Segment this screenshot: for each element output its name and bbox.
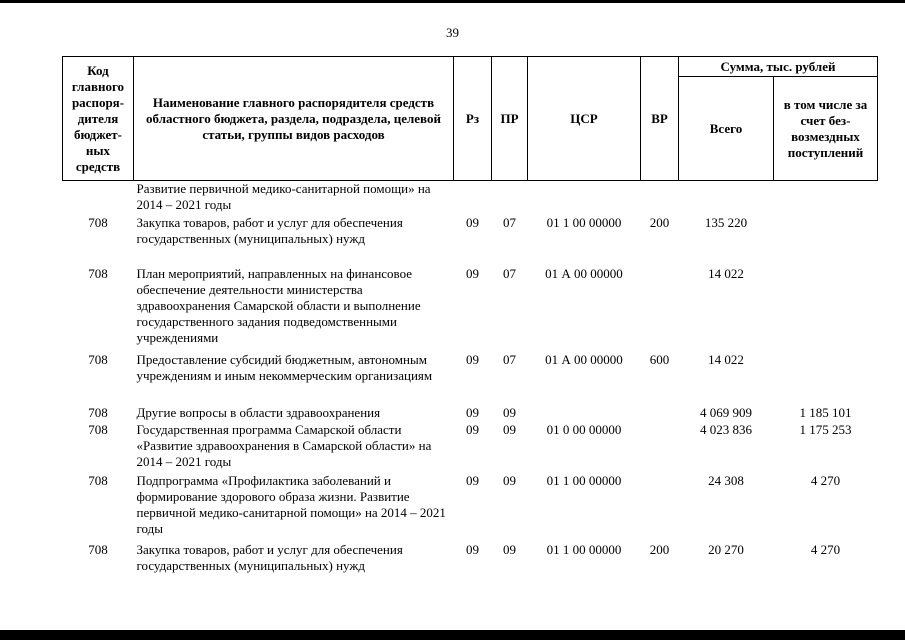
cell-csr: 01 0 00 00000 bbox=[546, 421, 622, 437]
cell-total: 14 022 bbox=[708, 351, 744, 367]
cell-gratuitous bbox=[774, 215, 878, 266]
cell-vr bbox=[641, 405, 679, 422]
cell-csr: 01 1 00 00000 bbox=[546, 214, 622, 230]
header-code: Код главного распоря-дителя бюджет-ных средств bbox=[63, 57, 134, 181]
cell-gratuitous: 4 270 bbox=[810, 541, 841, 557]
table-row bbox=[63, 215, 878, 266]
cell-vr bbox=[641, 422, 679, 473]
table-row bbox=[63, 542, 878, 593]
cell-name: Другие вопросы в области здравоохранения bbox=[136, 404, 381, 420]
cell-pr: 09 bbox=[503, 404, 516, 420]
cell-code: 708 bbox=[88, 265, 108, 281]
cell-code: 708 bbox=[88, 541, 108, 557]
cell-csr: 01 1 00 00000 bbox=[546, 472, 622, 488]
cell-vr bbox=[641, 266, 679, 352]
table-row bbox=[63, 352, 878, 405]
cell-total: 4 023 836 bbox=[700, 421, 752, 437]
cell-vr: 200 bbox=[649, 214, 670, 230]
cell-pr: 09 bbox=[503, 472, 516, 488]
header-sum-group: Сумма, тыс. рублей bbox=[679, 57, 878, 77]
page-number: 39 bbox=[446, 25, 459, 40]
cell-pr: 09 bbox=[503, 541, 516, 557]
cell-total: 20 270 bbox=[708, 541, 744, 557]
cell-rz bbox=[454, 181, 492, 215]
cell-total: 135 220 bbox=[704, 214, 748, 230]
table-row bbox=[63, 473, 878, 542]
cell-rz: 09 bbox=[466, 541, 479, 557]
budget-table bbox=[62, 56, 878, 593]
scan-bottom-edge bbox=[0, 630, 905, 640]
cell-code: 708 bbox=[88, 472, 108, 488]
cell-rz: 09 bbox=[466, 404, 479, 420]
cell-name: Закупка товаров, работ и услуг для обеспечения государственных (муниципальных) нужд bbox=[136, 214, 403, 246]
cell-csr: 01 1 00 00000 bbox=[546, 541, 622, 557]
cell-csr bbox=[528, 405, 641, 422]
header-total: Всего bbox=[679, 77, 774, 181]
cell-gratuitous bbox=[774, 266, 878, 352]
cell-code: 708 bbox=[88, 214, 108, 230]
cell-gratuitous: 1 175 253 bbox=[799, 421, 852, 437]
header-name: Наименование главного распорядителя средств областного бюджета, раздела, подраздела, целевой статьи, группы видов расходов bbox=[134, 57, 454, 181]
cell-total: 24 308 bbox=[708, 472, 744, 488]
cell-vr: 600 bbox=[649, 351, 670, 367]
cell-name: План мероприятий, направленных на финансовое обеспечение деятельности министерства здравоохранения Самарской области и выполнение государственного задания подведомственными учреждениями bbox=[136, 265, 421, 345]
cell-pr: 07 bbox=[503, 214, 516, 230]
cell-name: Закупка товаров, работ и услуг для обеспечения государственных (муниципальных) нужд bbox=[136, 541, 403, 573]
header-csr: ЦСР bbox=[528, 57, 641, 181]
cell-code bbox=[63, 181, 134, 215]
cell-name: Предоставление субсидий бюджетным, автономным учреждениям и иным некоммерческим организациям bbox=[136, 351, 433, 383]
cell-name: Развитие первичной медико-санитарной помощи» на 2014 – 2021 годы bbox=[136, 181, 431, 212]
cell-code: 708 bbox=[88, 351, 108, 367]
cell-pr: 07 bbox=[503, 351, 516, 367]
cell-name: Государственная программа Самарской области «Развитие здравоохранения в Самарской области» на 2014 – 2021 годы bbox=[136, 421, 432, 469]
table-row bbox=[63, 422, 878, 473]
cell-name: Подпрограмма «Профилактика заболеваний и формирование здорового образа жизни. Развитие первичной медико-санитарной помощи» на 2014 – 2021 годы bbox=[136, 472, 446, 536]
cell-pr bbox=[492, 181, 528, 215]
cell-pr: 09 bbox=[503, 421, 516, 437]
cell-total: 4 069 909 bbox=[700, 404, 752, 420]
cell-gratuitous: 4 270 bbox=[810, 472, 841, 488]
table-row bbox=[63, 181, 878, 215]
cell-code: 708 bbox=[88, 404, 108, 420]
cell-total bbox=[679, 181, 774, 215]
cell-code: 708 bbox=[88, 421, 108, 437]
table-row bbox=[63, 405, 878, 422]
cell-csr: 01 А 00 00000 bbox=[545, 265, 623, 281]
header-pr: ПР bbox=[492, 57, 528, 181]
cell-vr: 200 bbox=[649, 541, 670, 557]
scan-top-edge bbox=[0, 0, 905, 3]
cell-gratuitous bbox=[774, 352, 878, 405]
header-rz: Рз bbox=[454, 57, 492, 181]
cell-total: 14 022 bbox=[708, 265, 744, 281]
cell-csr: 01 А 00 00000 bbox=[545, 351, 623, 367]
table-row bbox=[63, 266, 878, 352]
cell-rz: 09 bbox=[466, 265, 479, 281]
cell-vr bbox=[641, 473, 679, 542]
header-gratuitous: в том числе за счет без-возмездных поступлений bbox=[774, 77, 878, 181]
cell-gratuitous: 1 185 101 bbox=[799, 404, 852, 420]
cell-rz: 09 bbox=[466, 472, 479, 488]
header-vr: ВР bbox=[641, 57, 679, 181]
cell-pr: 07 bbox=[503, 265, 516, 281]
cell-csr bbox=[528, 181, 641, 215]
cell-vr bbox=[641, 181, 679, 215]
cell-rz: 09 bbox=[466, 421, 479, 437]
cell-rz: 09 bbox=[466, 351, 479, 367]
cell-gratuitous bbox=[774, 181, 878, 215]
cell-rz: 09 bbox=[466, 214, 479, 230]
